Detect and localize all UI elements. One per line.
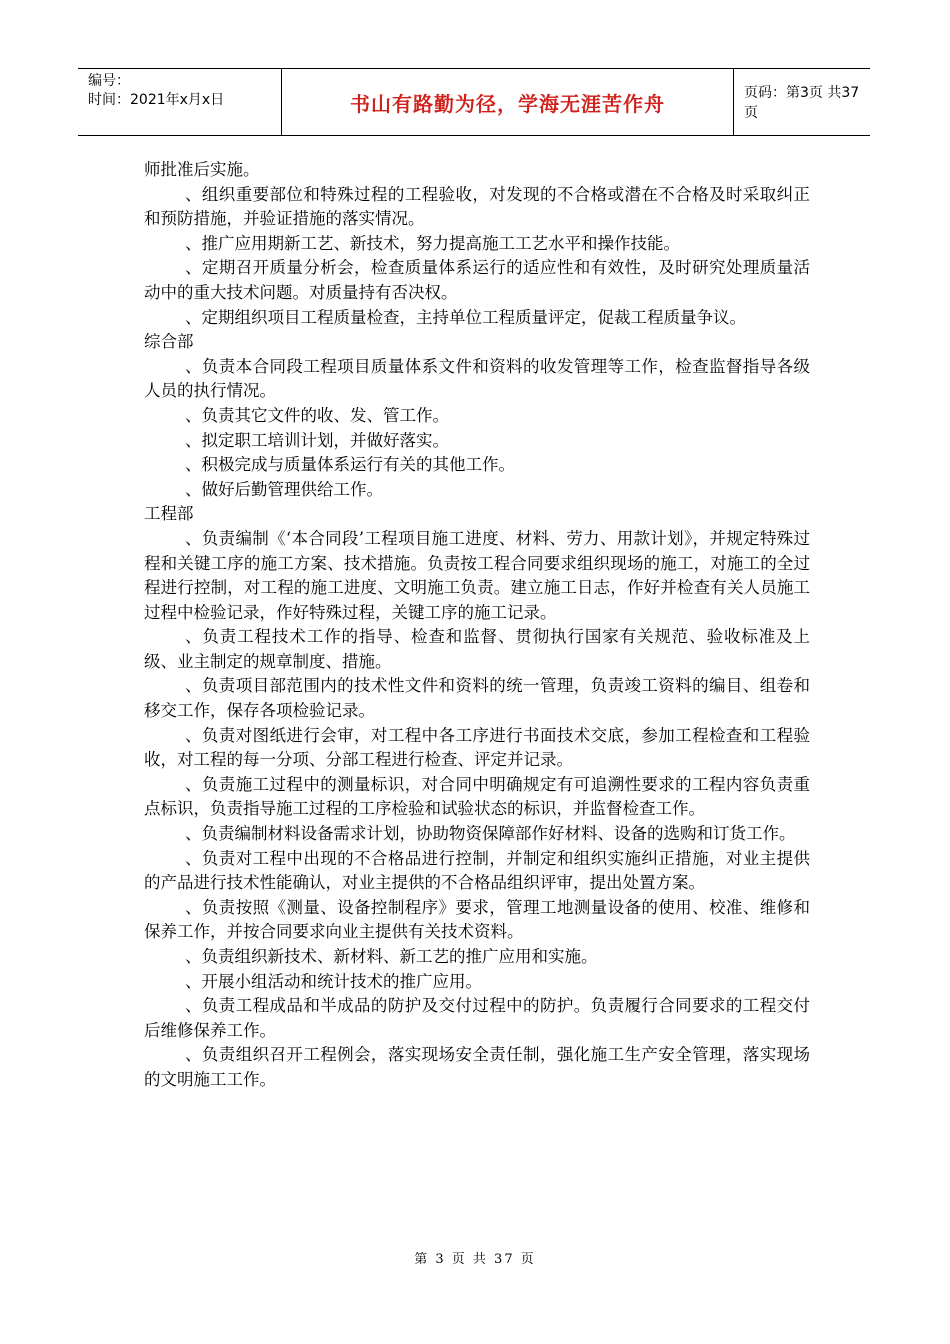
body-paragraph: 、负责编制材料设备需求计划，协助物资保障部作好材料、设备的选购和订货工作。 bbox=[185, 824, 796, 844]
body-paragraph: 、负责施工过程中的测量标识，对合同中明确规定有可追溯性要求的工程内容负责重点标识，负责指导施工过程的工序检验和试验状态的标识，并监督检查工作。 bbox=[144, 774, 810, 819]
body-paragraph: 、积极完成与质量体系运行有关的其他工作。 bbox=[185, 455, 515, 475]
page-info: 页码：第3页 共37页 bbox=[744, 85, 860, 121]
motto: 书山有路勤为径，学海无涯苦作舟 bbox=[350, 91, 665, 116]
body-paragraph: 、组织重要部位和特殊过程的工程验收，对发现的不合格或潜在不合格及时采取纠正和预防措施，并验证措施的落实情况。 bbox=[144, 184, 810, 229]
code-label: 编号： bbox=[88, 73, 130, 89]
body-paragraph: 、做好后勤管理供给工作。 bbox=[185, 479, 383, 499]
body-paragraph: 、负责对图纸进行会审，对工程中各工序进行书面技术交底，参加工程检查和工程验收，对工程的每一分项、分部工程进行检查、评定并记录。 bbox=[144, 725, 810, 770]
body-paragraph: 、负责组织新技术、新材料、新工艺的推广应用和实施。 bbox=[185, 947, 598, 966]
body-paragraph: 、开展小组活动和统计技术的推广应用。 bbox=[185, 971, 482, 991]
body-paragraph: 、负责其它文件的收、发、管工作。 bbox=[185, 405, 449, 425]
body-paragraph: 、推广应用期新工艺、新技术，努力提高施工工艺水平和操作技能。 bbox=[185, 233, 680, 253]
body-paragraph: 、定期召开质量分析会，检查质量体系运行的适应性和有效性，及时研究处理质量活动中的重大技术问题。对质量持有否决权。 bbox=[144, 258, 810, 302]
section-heading: 工程部 bbox=[144, 504, 194, 524]
header-meta bbox=[78, 69, 282, 135]
body-paragraph: 、负责编制《‘本合同段’工程项目施工进度、材料、劳力、用款计划》，并规定特殊过程和关键工序的施工方案、技术措施。负责按工程合同要求组织现场的施工，对施工的全过程进行控制，对工程的施工进度、文明施工负责。建立施工日志，作好并检查有关人员施工过程中检验记录，作好特殊过程，关键工序的施工记录。 bbox=[144, 528, 810, 622]
body-paragraph: 、负责按照《测量、设备控制程序》要求，管理工地测量设备的使用、校准、维修和保养工作，并按合同要求向业主提供有关技术资料。 bbox=[144, 897, 810, 942]
body-paragraph: 、负责本合同段工程项目质量体系文件和资料的收发管理等工作，检查监督指导各级人员的执行情况。 bbox=[144, 356, 810, 401]
body-paragraph: 、拟定职工培训计划，并做好落实。 bbox=[185, 430, 449, 450]
body-paragraph: 、负责项目部范围内的技术性文件和资料的统一管理，负责竣工资料的编目、组卷和移交工作，保存各项检验记录。 bbox=[144, 676, 810, 721]
body-paragraph: 、负责工程成品和半成品的防护及交付过程中的防护。负责履行合同要求的工程交付后维修保养工作。 bbox=[144, 996, 810, 1040]
body-paragraph: 、负责工程技术工作的指导、检查和监督、贯彻执行国家有关规范、验收标准及上级、业主制定的规章制度、措施。 bbox=[144, 627, 810, 671]
document-body bbox=[144, 158, 810, 1093]
section-heading: 师批准后实施。 bbox=[144, 160, 260, 179]
body-paragraph: 、定期组织项目工程质量检查，主持单位工程质量评定，促裁工程质量争议。 bbox=[185, 307, 746, 327]
page-footer: 第 3 页 共 37 页 bbox=[414, 1252, 536, 1267]
header-page-info bbox=[734, 69, 870, 135]
page-header bbox=[78, 68, 870, 136]
header-motto-cell bbox=[282, 69, 734, 135]
body-paragraph: 、负责组织召开工程例会，落实现场安全责任制，强化施工生产安全管理，落实现场的文明施工工作。 bbox=[144, 1045, 810, 1089]
date-line: 时间：2021年x月x日 bbox=[88, 92, 225, 108]
body-paragraph: 、负责对工程中出现的不合格品进行控制，并制定和组织实施纠正措施，对业主提供的产品进行技术性能确认，对业主提供的不合格品组织评审，提出处置方案。 bbox=[144, 848, 810, 893]
section-heading: 综合部 bbox=[144, 332, 194, 352]
